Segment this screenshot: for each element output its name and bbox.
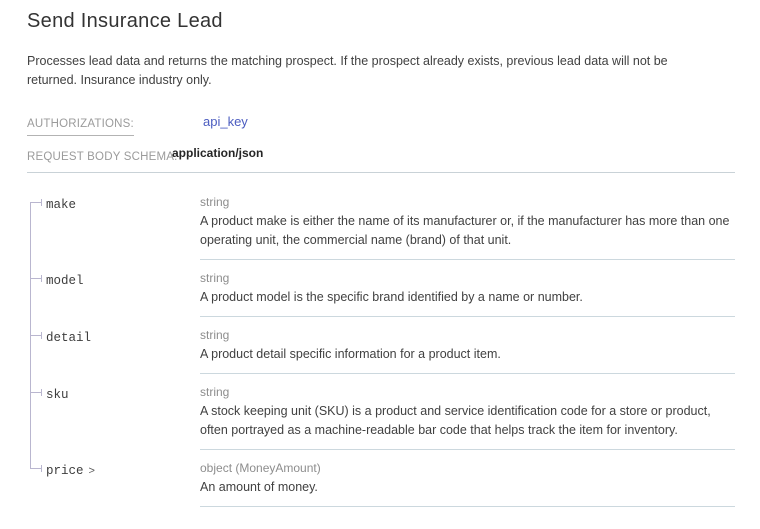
field-type: string [200,195,230,209]
endpoint-description: Processes lead data and returns the matching prospect. If the prospect already exists, previous lead data will not be returned. Insurance industry only. [27,54,668,87]
field-type: string [200,271,230,285]
field-description: A product model is the specific brand identified by a name or number. [200,290,583,304]
page-title: Send Insurance Lead [27,10,223,32]
field-description: A stock keeping unit (SKU) is a product and service identification code for a store or product, often portrayed as a machine-readable bar code that helps track the item for inventory. [200,404,711,437]
api-key-link[interactable]: api_key [203,114,248,129]
tree-trunk-line [30,374,31,450]
field-detail-cell [200,173,735,260]
tree-branch-line [30,278,41,279]
tree-trunk-line [30,450,31,469]
field-name: make [46,198,77,212]
tree-tick [41,389,42,396]
content-type-value: application/json [172,146,264,160]
authorizations-label: AUTHORIZATIONS: [27,117,134,136]
field-name: sku [46,388,69,402]
tree-tick [41,332,42,339]
field-type: object (MoneyAmount) [200,461,321,475]
tree-tick [41,465,42,472]
field-row [27,173,735,260]
tree-branch-line [30,335,41,336]
field-detail-cell [200,260,735,317]
field-detail-cell [200,317,735,374]
tree-branch-line [30,202,41,203]
field-row [27,374,735,450]
field-row [27,260,735,317]
field-name-cell [27,374,200,450]
field-description: A product make is either the name of its manufacturer or, if the manufacturer has more than one operating unit, the commercial name (brand) of that unit. [200,214,730,247]
field-name-cell [27,450,200,507]
field-row [27,317,735,374]
field-type: string [200,385,230,399]
field-detail-cell [200,374,735,450]
schema-fields-list [27,173,735,507]
field-description: A product detail specific information for a product item. [200,347,501,361]
tree-branch-line [30,392,41,393]
field-name[interactable]: price [46,464,84,478]
field-description: An amount of money. [200,480,318,494]
field-name: detail [46,331,92,345]
tree-trunk-line [30,260,31,317]
field-name-cell [27,317,200,374]
field-detail-cell [200,450,735,507]
tree-trunk-line [30,317,31,374]
field-name-cell [27,173,200,260]
tree-branch-line [30,468,41,469]
expand-chevron-icon[interactable]: > [88,465,95,477]
request-body-schema-label: REQUEST BODY SCHEMA: [27,151,178,163]
authorizations-row [27,114,735,136]
tree-tick [41,199,42,206]
field-type: string [200,328,230,342]
field-name-cell [27,260,200,317]
tree-tick [41,275,42,282]
field-name: model [46,274,84,288]
request-body-row [27,147,735,172]
field-row [27,450,735,507]
tree-trunk-line [30,202,31,260]
